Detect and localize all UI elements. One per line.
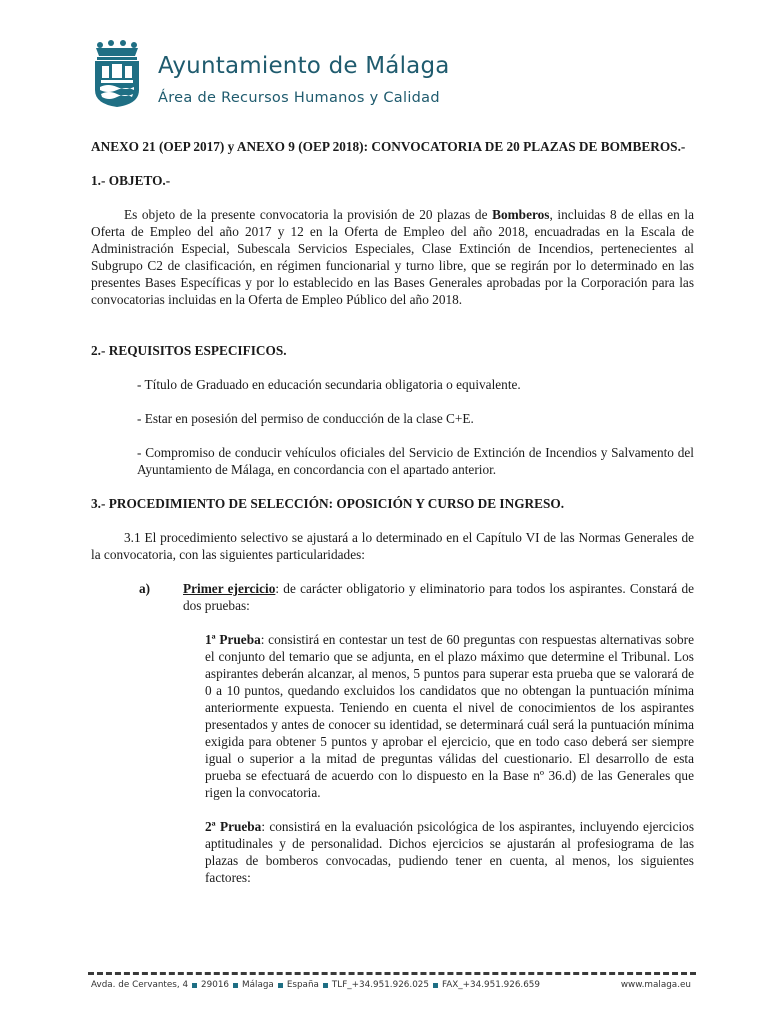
s1-text-start: Es objeto de la presente convocatoria la provisión de 20 plazas de [124, 207, 493, 222]
organization-name: Ayuntamiento de Málaga [158, 53, 450, 79]
item-a [91, 580, 694, 614]
s1-text-bold: Bomberos [492, 207, 550, 222]
section-2-heading: 2.- REQUISITOS ESPECIFICOS. [91, 343, 287, 358]
bullet-square-icon [433, 983, 438, 988]
prueba-2-title: 2ª Prueba [205, 819, 262, 834]
footer-address: Avda. de Cervantes, 4 [91, 980, 189, 990]
requirement-item: - Título de Graduado en educación secundaria obligatoria o equivalente. [137, 377, 521, 392]
footer-fax: FAX_+34.951.926.659 [441, 980, 541, 990]
item-a-title: Primer ejercicio [183, 581, 276, 596]
footer-divider [88, 972, 696, 975]
item-a-text [183, 580, 694, 614]
requirement-item: - Estar en posesión del permiso de conducción de la clase C+E. [137, 411, 474, 426]
prueba-1-title: 1ª Prueba [205, 632, 261, 647]
prueba-2-text: : consistirá en la evaluación psicológica de los aspirantes, incluyendo ejercicios aptitudinales y de personalidad. Dichos ejercicios se ajustarán al profesiograma de las plazas de bomberos convocadas, pudiendo tener en cuenta, al menos, los siguientes factores: [205, 819, 695, 885]
section-1-heading: 1.- OBJETO.- [91, 173, 171, 188]
document-title: ANEXO 21 (OEP 2017) y ANEXO 9 (OEP 2018): CONVOCATORIA DE 20 PLAZAS DE BOMBEROS.- [91, 139, 686, 154]
document-body [91, 138, 694, 886]
prueba-1-text: : consistirá en contestar un test de 60 preguntas con respuestas alternativas sobre el conjunto del temario que se adjunta, en el plazo máximo que determine el Tribunal. Los aspirantes deberán alcanzar, al menos, 5 puntos para superar esta prueba que se valorará de 0 a 10 puntos, quedando excluidos los candidatos que no obtengan la puntuación mínima anteriormente expuesta. Teniendo en cuenta el nivel de conocimientos de los aspirantes presentados y antes de conocer su identidad, se determinará cuál será la puntuación mínima exigida para obtener 5 puntos y aprobar el ejercicio, que en todo caso deberá ser siempre igual o superior a la mitad de preguntas válidas del cuestionario. El desarrollo de esta prueba se efectuará de acuerdo con lo dispuesto en la Base nº 36.d) de las Generales que rigen la convocatoria. [205, 632, 695, 800]
section-3-paragraph: 3.1 El procedimiento selectivo se ajustará a lo determinado en el Capítulo VI de las Normas Generales de la convocatoria, con las siguientes particularidades: [91, 530, 694, 562]
footer-website[interactable]: www.malaga.eu [620, 980, 691, 990]
department-name: Área de Recursos Humanos y Calidad [158, 90, 440, 106]
malaga-crest-icon [92, 40, 142, 108]
bullet-square-icon [233, 983, 238, 988]
item-a-label: a) [139, 581, 151, 596]
requirement-item: - Compromiso de conducir vehículos oficiales del Servicio de Extinción de Incendios y Salvamento del Ayuntamiento de Málaga, en concordancia con el apartado anterior. [137, 445, 694, 477]
footer-zip: 29016 [201, 980, 230, 990]
letterhead [92, 40, 712, 112]
footer [91, 980, 691, 990]
bullet-square-icon [323, 983, 328, 988]
section-1-paragraph [91, 206, 694, 308]
prueba-1 [205, 631, 694, 801]
s1-text-end: , incluidas 8 de ellas en la Oferta de Empleo del año 2017 y 12 en la Oferta de Empleo del año 2018, encuadradas en la Escala de Administración Especial, Subescala Servicios Especiales, Clase Extinción de Incendios, pertenecientes al Subgrupo C2 de clasificación, en régimen funcionarial y turno libre, que se regirán por lo determinado en las presentes Bases Específicas y por lo establecido en las Bases Generales aprobadas por la Corporación para las convocatorias incluidas en la Oferta de Empleo Público del año 2018. [91, 207, 694, 307]
prueba-2 [205, 818, 694, 886]
footer-city: Málaga [242, 980, 274, 990]
section-3-heading: 3.- PROCEDIMIENTO DE SELECCIÓN: OPOSICIÓN Y CURSO DE INGRESO. [91, 496, 565, 511]
footer-phone: TLF_+34.951.926.025 [331, 980, 429, 990]
item-a-description: : de carácter obligatorio y eliminatorio para todos los aspirantes. Constará de dos pruebas: [183, 581, 694, 613]
bullet-square-icon [192, 983, 197, 988]
footer-country: España [286, 980, 319, 990]
bullet-square-icon [278, 983, 283, 988]
